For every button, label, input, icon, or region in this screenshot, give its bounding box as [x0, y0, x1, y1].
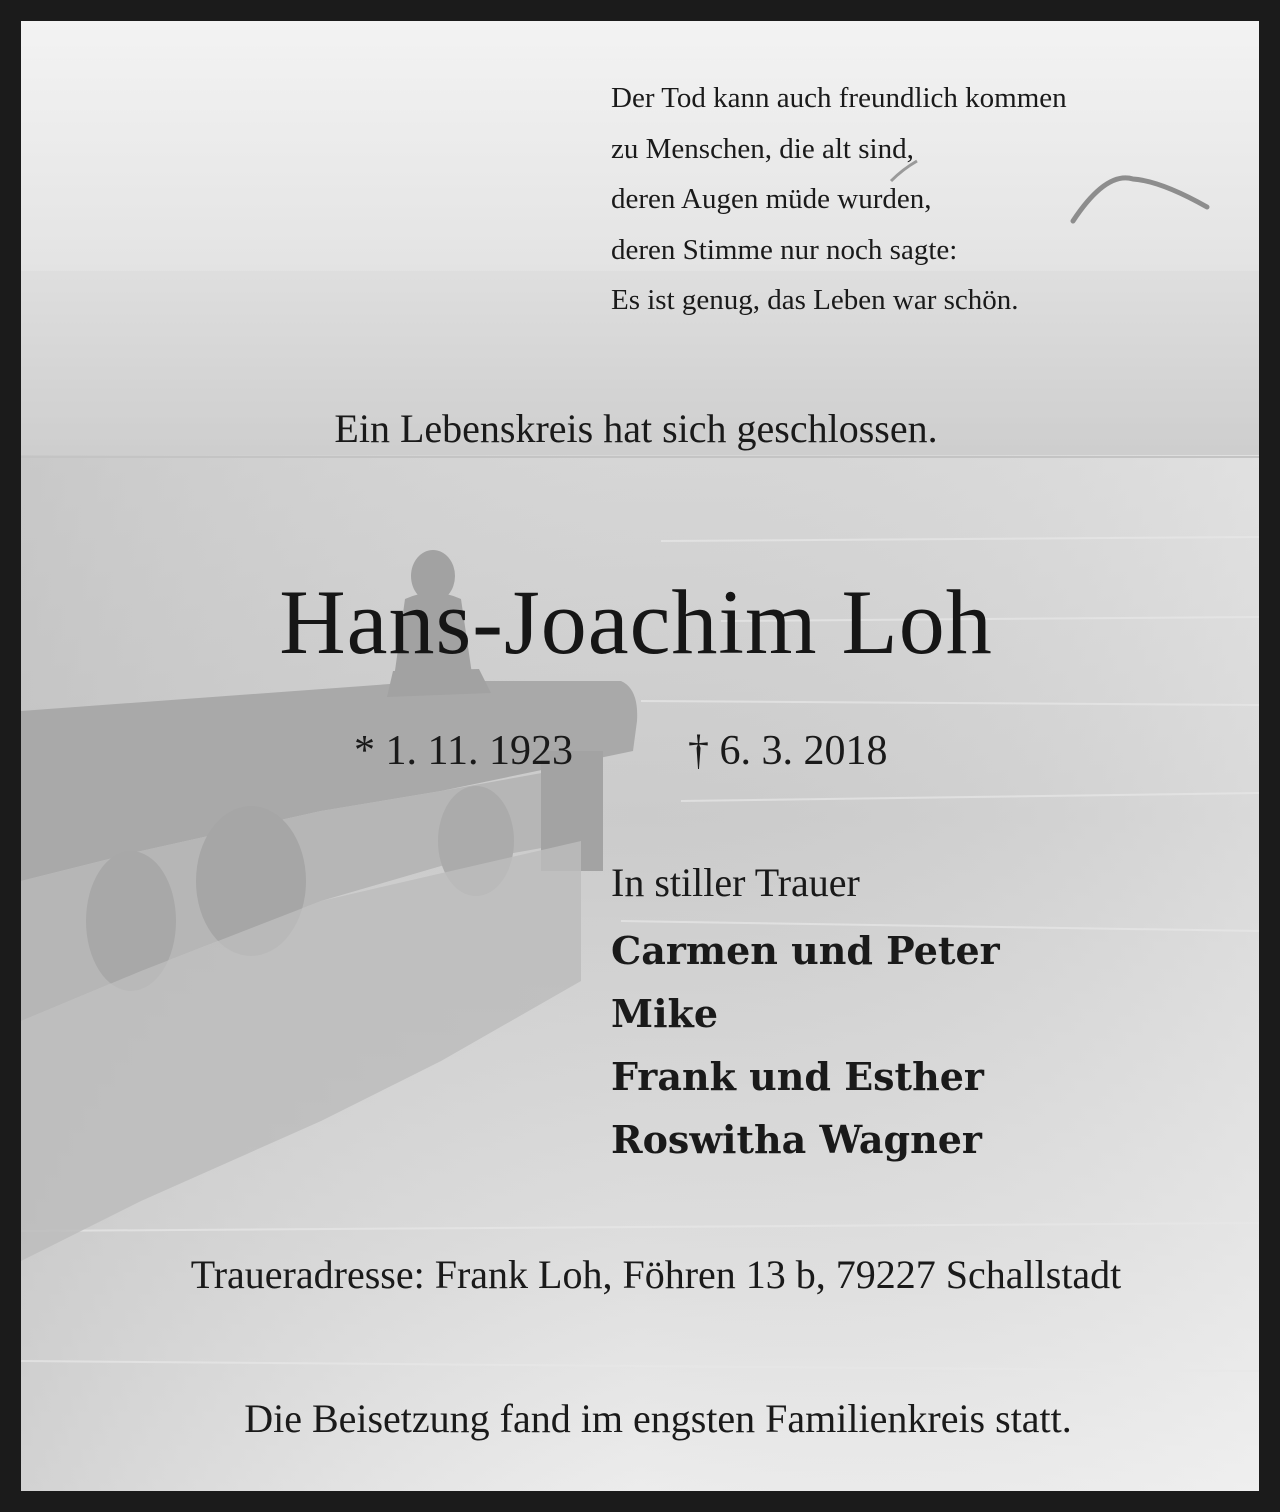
- mourner-name: Carmen und Peter: [611, 928, 1000, 973]
- poem-line: deren Stimme nur noch sagte:: [611, 233, 958, 266]
- burial-note-label: Die Beisetzung fand im engsten Familienkreis statt.: [244, 1396, 1072, 1441]
- mourner-name: Roswitha Wagner: [611, 1117, 982, 1162]
- poem-line: deren Augen müde wurden,: [611, 183, 932, 215]
- mourner-name: Mike: [611, 991, 719, 1036]
- mourner-name: Frank und Esther: [611, 1054, 984, 1099]
- deceased-name-label: Hans-Joachim Loh: [279, 571, 993, 673]
- mourning-address-label: Traueradresse: Frank Loh, Föhren 13 b, 79227 Schallstadt: [190, 1252, 1122, 1297]
- poem: [611, 73, 1067, 326]
- life-circle-text: [21, 405, 1259, 452]
- burial-note: [21, 1395, 1259, 1442]
- poem-line: zu Menschen, die alt sind,: [611, 132, 914, 165]
- obituary-notice: [21, 21, 1259, 1491]
- life-circle-label: Ein Lebenskreis hat sich geschlossen.: [334, 406, 938, 451]
- mourners-list: [611, 919, 1000, 1171]
- death-date: † 6. 3. 2018: [688, 728, 888, 774]
- mourning-intro: In stiller Trauer: [611, 860, 860, 905]
- mourning-address: [21, 1251, 1259, 1298]
- deceased-name: [21, 569, 1259, 675]
- poem-line: Der Tod kann auch freundlich kommen: [611, 82, 1067, 114]
- birth-date: * 1. 11. 1923: [354, 728, 573, 774]
- poem-line: Es ist genug, das Leben war schön.: [611, 284, 1019, 316]
